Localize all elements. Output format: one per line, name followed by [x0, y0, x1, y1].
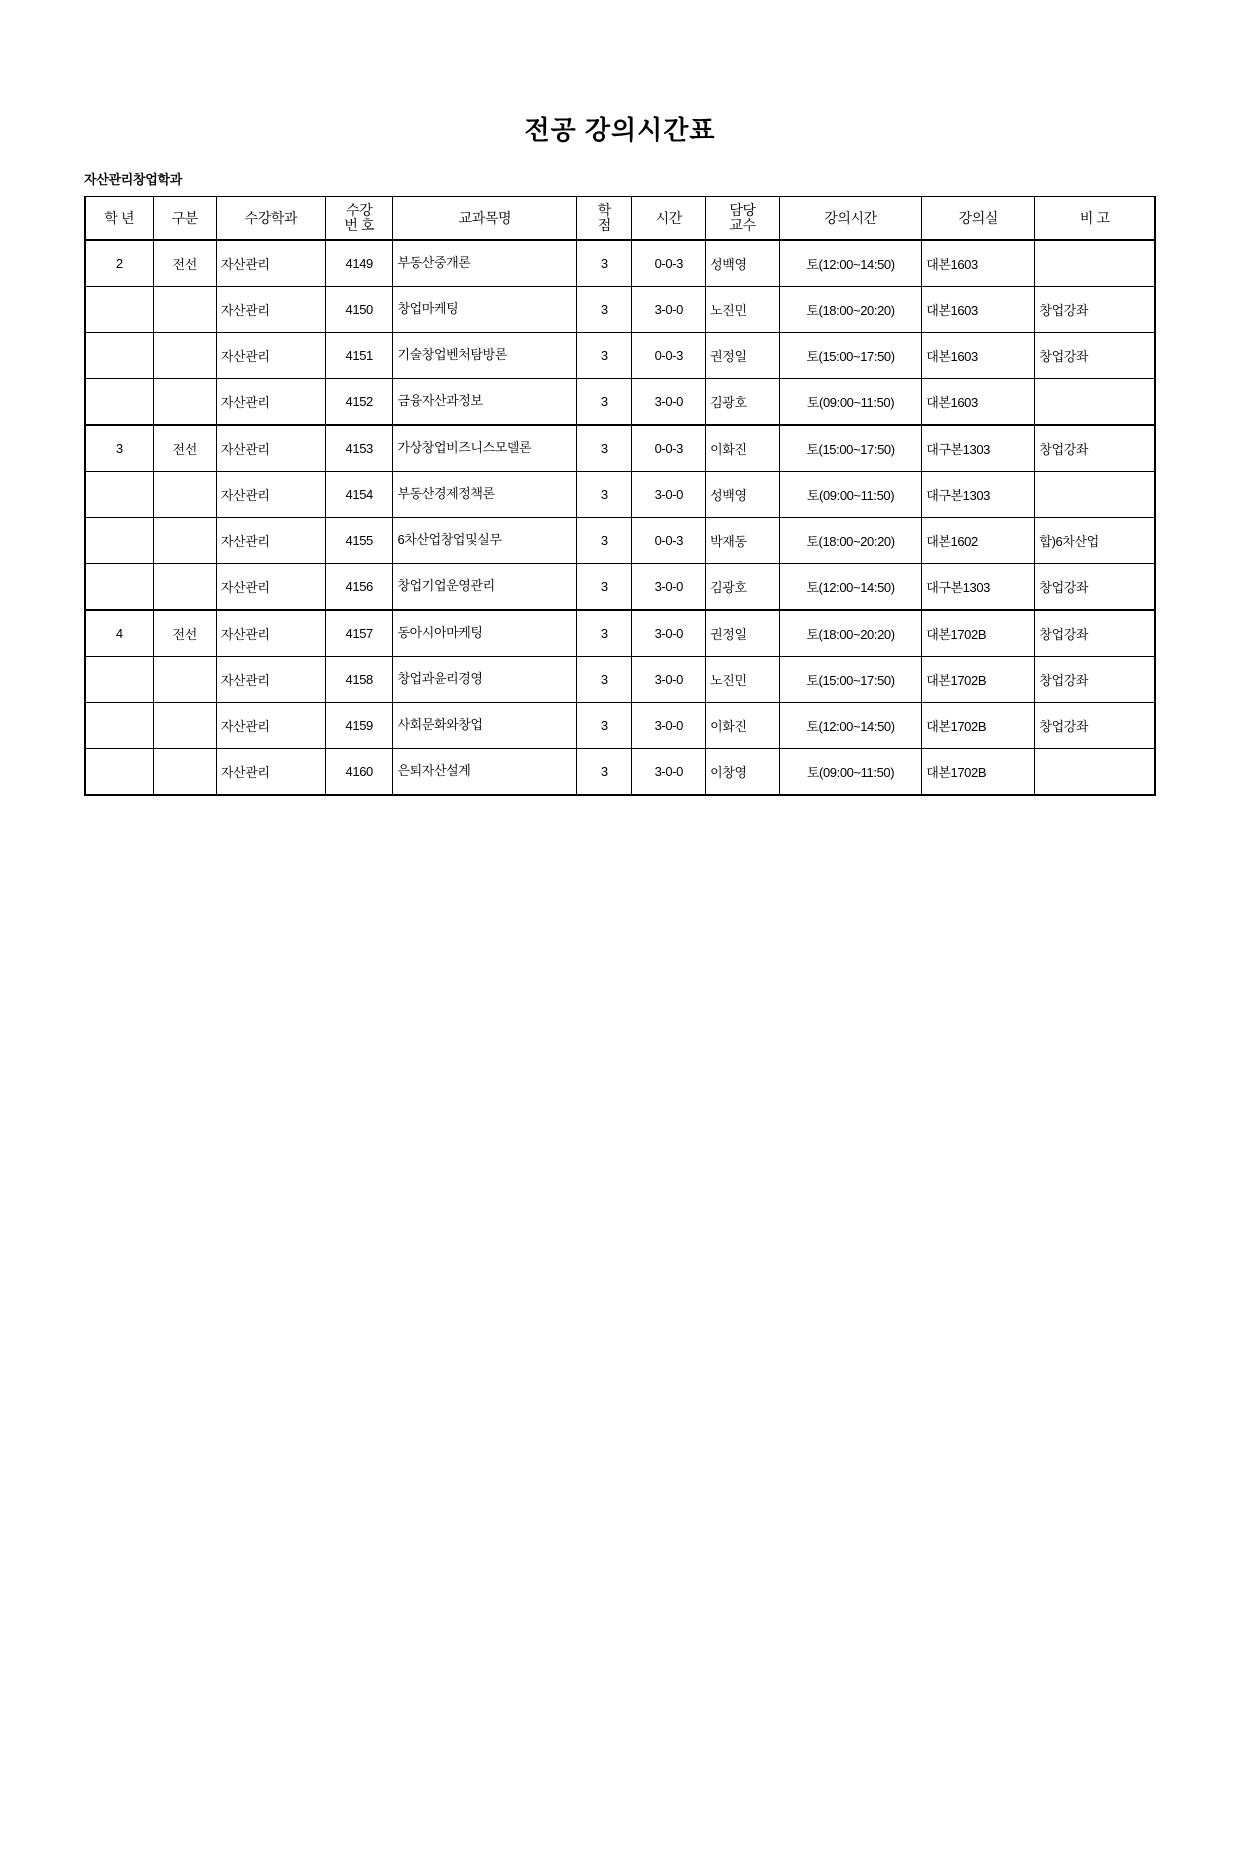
cell-year: [85, 518, 153, 564]
cell-type: [153, 703, 216, 749]
cell-classroom: 대본1702B: [922, 657, 1035, 703]
cell-hours: 3-0-0: [632, 472, 706, 518]
cell-credit: 3: [577, 657, 632, 703]
cell-note: [1035, 749, 1155, 796]
cell-year: [85, 287, 153, 333]
cell-year: [85, 657, 153, 703]
cell-professor: 이화진: [706, 703, 780, 749]
cell-credit: 3: [577, 472, 632, 518]
column-header-credit-line2: 점: [597, 217, 611, 233]
cell-classroom: 대본1702B: [922, 703, 1035, 749]
cell-professor: 이창영: [706, 749, 780, 796]
cell-professor: 노진민: [706, 287, 780, 333]
cell-course-number: 4156: [325, 564, 393, 611]
cell-course-name: 가상창업비즈니스모델론: [393, 425, 577, 472]
cell-note: 창업강좌: [1035, 333, 1155, 379]
cell-dept: 자산관리: [216, 564, 325, 611]
cell-classroom: 대본1702B: [922, 610, 1035, 657]
cell-dept: 자산관리: [216, 518, 325, 564]
cell-course-name: 창업마케팅: [393, 287, 577, 333]
cell-type: [153, 333, 216, 379]
cell-type: [153, 287, 216, 333]
cell-dept: 자산관리: [216, 425, 325, 472]
cell-professor: 박재동: [706, 518, 780, 564]
cell-class-time: 토(09:00~11:50): [779, 379, 921, 426]
cell-year: 4: [85, 610, 153, 657]
column-header-credit: [577, 197, 632, 241]
cell-class-time: 토(15:00~17:50): [779, 657, 921, 703]
department-label: 자산관리창업학과: [84, 172, 183, 187]
column-header-professor-line2: 교수: [729, 217, 756, 233]
cell-professor: 김광호: [706, 564, 780, 611]
table-row: [85, 749, 1155, 796]
cell-course-number: 4157: [325, 610, 393, 657]
table-row: [85, 564, 1155, 611]
cell-course-name: 부동산중개론: [393, 240, 577, 287]
cell-course-name: 부동산경제정책론: [393, 472, 577, 518]
cell-class-time: 토(18:00~20:20): [779, 287, 921, 333]
cell-hours: 3-0-0: [632, 657, 706, 703]
cell-course-name: 은퇴자산설계: [393, 749, 577, 796]
cell-type: 전선: [153, 425, 216, 472]
cell-hours: 0-0-3: [632, 240, 706, 287]
cell-type: [153, 472, 216, 518]
cell-note: 창업강좌: [1035, 610, 1155, 657]
cell-classroom: 대구본1303: [922, 472, 1035, 518]
cell-type: 전선: [153, 240, 216, 287]
cell-type: [153, 564, 216, 611]
cell-note: 합)6차산업: [1035, 518, 1155, 564]
cell-classroom: 대본1603: [922, 379, 1035, 426]
cell-dept: 자산관리: [216, 472, 325, 518]
column-header-year: 학 년: [85, 197, 153, 241]
document-page: [0, 110, 1240, 1863]
cell-professor: 김광호: [706, 379, 780, 426]
cell-year: [85, 564, 153, 611]
table-row: [85, 657, 1155, 703]
cell-classroom: 대구본1303: [922, 425, 1035, 472]
cell-year: [85, 749, 153, 796]
table-row: [85, 379, 1155, 426]
table-header-row: [85, 197, 1155, 241]
cell-professor: 권정일: [706, 333, 780, 379]
cell-course-name: 창업기업운영관리: [393, 564, 577, 611]
cell-course-number: 4155: [325, 518, 393, 564]
cell-credit: 3: [577, 333, 632, 379]
cell-year: [85, 472, 153, 518]
cell-dept: 자산관리: [216, 240, 325, 287]
cell-professor: 성백영: [706, 472, 780, 518]
cell-hours: 0-0-3: [632, 518, 706, 564]
cell-course-number: 4149: [325, 240, 393, 287]
cell-type: [153, 657, 216, 703]
cell-dept: 자산관리: [216, 657, 325, 703]
cell-year: [85, 333, 153, 379]
table-body: [85, 240, 1155, 795]
cell-course-name: 동아시아마케팅: [393, 610, 577, 657]
cell-class-time: 토(18:00~20:20): [779, 518, 921, 564]
cell-class-time: 토(15:00~17:50): [779, 333, 921, 379]
cell-course-name: 창업과윤리경영: [393, 657, 577, 703]
page-title: 전공 강의시간표: [524, 115, 716, 145]
cell-course-number: 4158: [325, 657, 393, 703]
column-header-professor: [706, 197, 780, 241]
cell-note: [1035, 240, 1155, 287]
cell-course-name: 기술창업벤처탐방론: [393, 333, 577, 379]
cell-class-time: 토(12:00~14:50): [779, 564, 921, 611]
cell-credit: 3: [577, 518, 632, 564]
cell-credit: 3: [577, 379, 632, 426]
cell-classroom: 대본1603: [922, 240, 1035, 287]
column-header-classroom: 강의실: [922, 197, 1035, 241]
cell-hours: 3-0-0: [632, 610, 706, 657]
column-header-hours: 시간: [632, 197, 706, 241]
course-schedule-table: [84, 196, 1156, 796]
cell-course-name: 금융자산과정보: [393, 379, 577, 426]
cell-note: 창업강좌: [1035, 564, 1155, 611]
column-header-professor-line1: 담당: [729, 202, 756, 219]
cell-credit: 3: [577, 287, 632, 333]
column-header-type: 구분: [153, 197, 216, 241]
column-header-course-name: 교과목명: [393, 197, 577, 241]
column-header-course-number-line2: 번 호: [344, 217, 375, 233]
cell-dept: 자산관리: [216, 333, 325, 379]
cell-note: 창업강좌: [1035, 703, 1155, 749]
cell-note: 창업강좌: [1035, 657, 1155, 703]
cell-dept: 자산관리: [216, 610, 325, 657]
table-row: [85, 610, 1155, 657]
cell-credit: 3: [577, 240, 632, 287]
cell-professor: 이화진: [706, 425, 780, 472]
cell-course-number: 4159: [325, 703, 393, 749]
cell-hours: 3-0-0: [632, 287, 706, 333]
cell-course-number: 4154: [325, 472, 393, 518]
cell-class-time: 토(12:00~14:50): [779, 240, 921, 287]
cell-hours: 3-0-0: [632, 703, 706, 749]
cell-course-name: 6차산업창업및실무: [393, 518, 577, 564]
cell-note: [1035, 379, 1155, 426]
cell-credit: 3: [577, 425, 632, 472]
table-row: [85, 703, 1155, 749]
cell-hours: 0-0-3: [632, 425, 706, 472]
column-header-note: 비 고: [1035, 197, 1155, 241]
cell-type: [153, 518, 216, 564]
column-header-class-time: 강의시간: [779, 197, 921, 241]
cell-class-time: 토(12:00~14:50): [779, 703, 921, 749]
cell-hours: 3-0-0: [632, 749, 706, 796]
cell-credit: 3: [577, 749, 632, 796]
table-row: [85, 472, 1155, 518]
cell-credit: 3: [577, 564, 632, 611]
table-row: [85, 287, 1155, 333]
cell-dept: 자산관리: [216, 703, 325, 749]
cell-course-number: 4160: [325, 749, 393, 796]
cell-year: 2: [85, 240, 153, 287]
cell-credit: 3: [577, 610, 632, 657]
cell-type: [153, 379, 216, 426]
cell-classroom: 대본1603: [922, 287, 1035, 333]
cell-classroom: 대본1602: [922, 518, 1035, 564]
column-header-credit-line1: 학: [597, 202, 611, 219]
table-row: [85, 518, 1155, 564]
cell-class-time: 토(18:00~20:20): [779, 610, 921, 657]
cell-credit: 3: [577, 703, 632, 749]
cell-note: [1035, 472, 1155, 518]
cell-year: [85, 379, 153, 426]
cell-class-time: 토(09:00~11:50): [779, 749, 921, 796]
cell-hours: 0-0-3: [632, 333, 706, 379]
table-row: [85, 425, 1155, 472]
cell-type: [153, 749, 216, 796]
cell-classroom: 대구본1303: [922, 564, 1035, 611]
table-row: [85, 333, 1155, 379]
cell-hours: 3-0-0: [632, 564, 706, 611]
cell-classroom: 대본1603: [922, 333, 1035, 379]
cell-course-number: 4153: [325, 425, 393, 472]
cell-course-number: 4152: [325, 379, 393, 426]
cell-dept: 자산관리: [216, 749, 325, 796]
cell-course-number: 4151: [325, 333, 393, 379]
column-header-course-number-line1: 수강: [346, 202, 373, 219]
cell-class-time: 토(15:00~17:50): [779, 425, 921, 472]
cell-professor: 성백영: [706, 240, 780, 287]
cell-professor: 권정일: [706, 610, 780, 657]
cell-dept: 자산관리: [216, 379, 325, 426]
cell-type: 전선: [153, 610, 216, 657]
cell-note: 창업강좌: [1035, 425, 1155, 472]
cell-course-name: 사회문화와창업: [393, 703, 577, 749]
cell-dept: 자산관리: [216, 287, 325, 333]
table-row: [85, 240, 1155, 287]
column-header-course-number: [325, 197, 393, 241]
cell-class-time: 토(09:00~11:50): [779, 472, 921, 518]
cell-year: [85, 703, 153, 749]
cell-note: 창업강좌: [1035, 287, 1155, 333]
cell-professor: 노진민: [706, 657, 780, 703]
cell-year: 3: [85, 425, 153, 472]
cell-course-number: 4150: [325, 287, 393, 333]
cell-hours: 3-0-0: [632, 379, 706, 426]
table-header: [85, 197, 1155, 241]
column-header-dept: 수강학과: [216, 197, 325, 241]
cell-classroom: 대본1702B: [922, 749, 1035, 796]
